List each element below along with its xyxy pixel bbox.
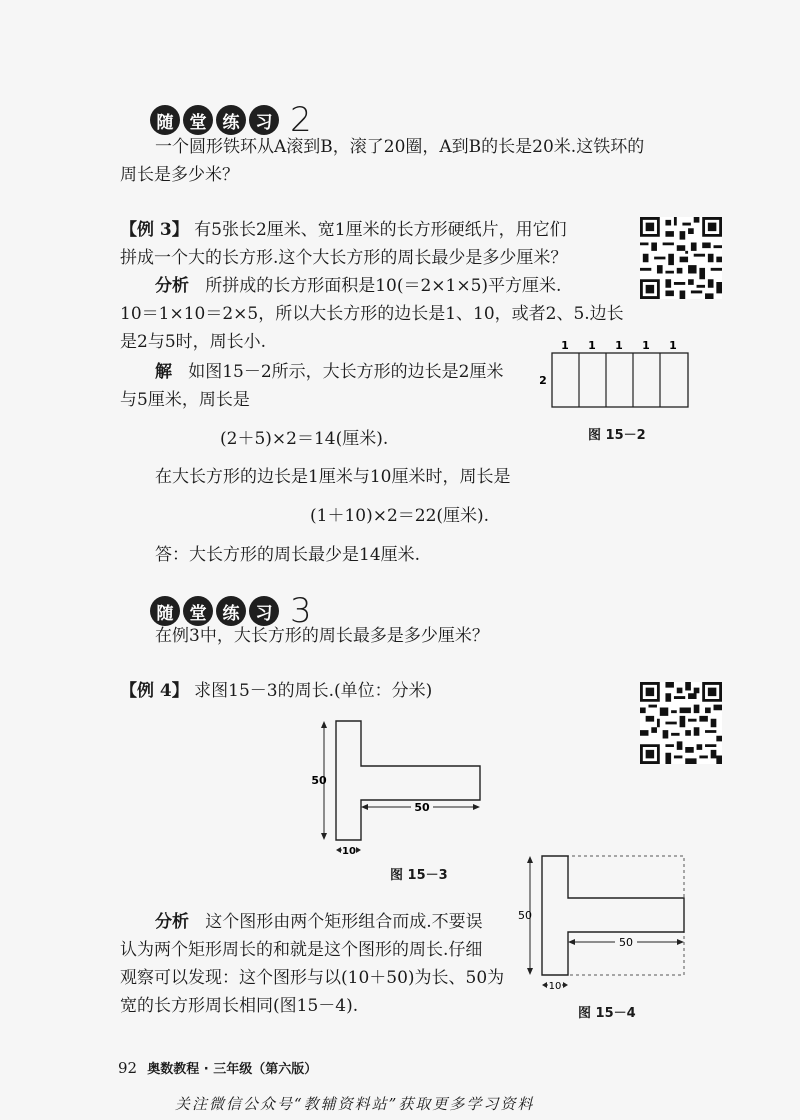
figure-15-4-caption: 图 15－4 [578, 1006, 636, 1021]
analysis-text: 所拼成的长方形面积是10(＝2×1×5)平方厘米. [205, 276, 562, 296]
analysis-label: 分析 [155, 912, 189, 932]
practice-2-line-1: 一个圆形铁环从A滚到B，滚了20圈，A到B的长是20米.这铁环的 [155, 137, 645, 157]
example-4-analysis-line-3: 观察可以发现：这个图形与以(10＋50)为长、50为 [120, 968, 505, 988]
practice-char: 习 [249, 105, 279, 135]
example-3-analysis-line-3: 是2与5时，周长小. [120, 332, 267, 352]
figure-15-3-caption: 图 15－3 [390, 868, 448, 883]
example-3-line-2: 拼成一个大的长方形.这个大长方形的周长最少是多少厘米？ [120, 248, 568, 268]
practice-char: 练 [216, 596, 246, 626]
example-3-label: 【例 3】 [120, 220, 189, 240]
bounding-rectangle [542, 856, 684, 975]
figure-15-2-caption: 图 15－2 [588, 428, 646, 443]
dimension-label: 50 [414, 801, 430, 814]
practice-number: 3 [290, 591, 312, 631]
formula-2: (1＋10)×2＝22(厘米). [310, 506, 490, 526]
t-shape [336, 721, 480, 840]
qr-code [640, 217, 722, 299]
side-label: 2 [539, 374, 547, 387]
example-3-answer: 答：大长方形的周长最少是14厘米. [155, 545, 421, 565]
dimension-label: 50 [311, 774, 327, 787]
example-4-analysis-line-2: 认为两个矩形周长的和就是这个图形的周长.仔细 [120, 940, 483, 960]
analysis-text: 这个图形由两个矩形组合而成.不要误 [205, 912, 483, 932]
practice-char: 练 [216, 105, 246, 135]
example-3-solution-line-2: 与5厘米，周长是 [120, 390, 250, 410]
figure-15-2 [535, 335, 695, 415]
practice-char: 随 [150, 105, 180, 135]
top-label: 1 [588, 339, 596, 352]
top-label: 1 [642, 339, 650, 352]
example-4-analysis-line-4: 宽的长方形周长相同(图15－4). [120, 996, 359, 1016]
watermark-note: 关注微信公众号“教辅资料站”获取更多学习资料 [175, 1095, 535, 1113]
example-4-line [120, 675, 432, 707]
top-label: 1 [669, 339, 677, 352]
qr-code [640, 682, 722, 764]
dimension-label: 50 [518, 909, 532, 922]
dimension-label: 50 [619, 936, 633, 949]
practice-char: 堂 [183, 105, 213, 135]
practice-char: 习 [249, 596, 279, 626]
example-3-analysis-line-2: 10＝1×10＝2×5，所以大长方形的边长是1、10，或者2、5.边长 [120, 304, 624, 324]
example-4-label: 【例 4】 [120, 681, 189, 701]
top-label: 1 [615, 339, 623, 352]
solution-label: 解 [155, 362, 172, 382]
book-title: 奥数教程 · 三年级（第六版） [147, 1062, 318, 1077]
formula-1: (2＋5)×2＝14(厘米). [220, 429, 389, 449]
page-number: 92 [118, 1059, 138, 1077]
practice-char: 随 [150, 596, 180, 626]
t-shape [542, 856, 684, 975]
solution-text: 如图15－2所示，大长方形的边长是2厘米 [188, 362, 504, 382]
practice-2-line-2: 周长是多少米？ [120, 165, 239, 185]
dimension-label: 10 [548, 981, 562, 992]
page-footer [118, 1058, 317, 1077]
dimension-label: 10 [342, 846, 356, 857]
analysis-label: 分析 [155, 276, 189, 296]
top-label: 1 [561, 339, 569, 352]
practice-number: 2 [290, 100, 312, 140]
example-3-line-case-2: 在大长方形的边长是1厘米与10厘米时，周长是 [155, 467, 511, 487]
example-4-text: 求图15－3的周长.(单位：分米) [194, 681, 433, 701]
figure-15-3 [310, 715, 490, 860]
rectangle-outline [552, 353, 688, 407]
example-3-text: 有5张长2厘米、宽1厘米的长方形硬纸片，用它们 [194, 220, 567, 240]
figure-15-4 [518, 850, 693, 995]
practice-3-line: 在例3中，大长方形的周长最多是多少厘米？ [155, 626, 489, 646]
practice-char: 堂 [183, 596, 213, 626]
